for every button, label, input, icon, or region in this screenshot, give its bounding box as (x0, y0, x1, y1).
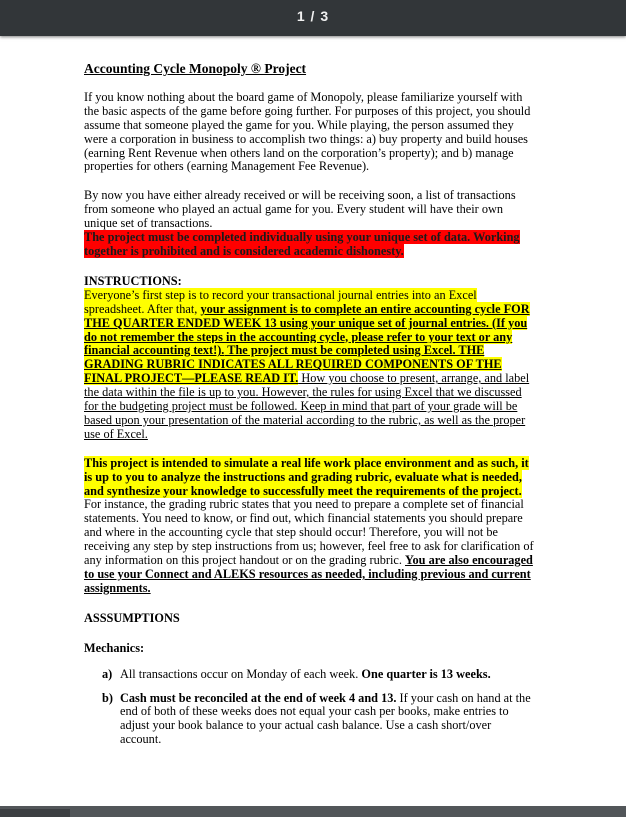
resources-note: You are also encouraged to use your Connect and ALEKS resources as needed, including previous and current assignments. (84, 553, 533, 595)
assumptions-heading: ASSSUMPTIONS (84, 610, 180, 625)
intro-paragraph: If you know nothing about the board game of Monopoly, please familiarize yourself with the basic aspects of the game before going further. For purposes of this project, you should assume that someone played the game for you. While playing, the person assumed they were a corporation in business to accomplish two things: a) buy property and build houses (earning Rent Revenue when others land on the corporation’s property); and b) manage properties for others (earning Management Fee Revenue). (84, 89, 531, 174)
page-indicator: 1 / 3 (296, 8, 330, 24)
document-page (0, 36, 626, 806)
instructions-heading: INSTRUCTIONS: (84, 273, 182, 288)
assumptions-list (84, 668, 534, 748)
transactions-paragraph: By now you have either already received or will be receiving soon, a list of transactions from someone who played an actual game for you. Every student will have their own unique set of transactions. (84, 188, 516, 231)
document-title: Accounting Cycle Monopoly ® Project (84, 61, 307, 76)
instr-first-step: Everyone’s first step is to record your transactional journal entries into an Excel spreadsheet. After that, (84, 287, 477, 316)
horizontal-scrollbar[interactable] (0, 806, 626, 817)
dishonesty-warning: The project must be completed individually using your unique set of data. Working together is prohibited and is considered academic dishonesty. (84, 230, 520, 258)
simulation-paragraph (84, 457, 534, 596)
instr-excel-rubric: The project must be completed using Excel. THE GRADING RUBRIC INDICATES ALL REQUIRED COMPONENTS OF THE FINAL PROJECT—PLEASE READ IT. (84, 343, 502, 386)
instr-assignment: your assignment is to complete an entire accounting cycle FOR THE QUARTER ENDED WEEK 13 using your unique set of journal entries. (84, 301, 530, 330)
warning-paragraph (84, 231, 534, 259)
instr-accounting-cycle-note: (If you do not remember the steps in the accounting cycle, please refer to your text or any financial accounting text!). (84, 315, 528, 358)
simulation-highlight: This project is intended to simulate a real life work place environment and as such, it is up to you to analyze the instructions and grading rubric, evaluate what is needed, and synthesize your knowledge to successfully meet the requirements of the project. (84, 455, 529, 498)
scrollbar-thumb[interactable] (0, 809, 70, 817)
page-content (84, 62, 534, 757)
mechanics-heading: Mechanics: (84, 640, 145, 655)
instr-presentation: How you choose to present, arrange, and label the data within the file is up to you. However, the rules for using Excel that we discussed for the budgeting project must be followed. Keep in mind that part of your grade will be based upon your presentation of the material according to the rubric, as well as the proper use of Excel. (84, 371, 530, 441)
simulation-body: For instance, the grading rubric states that you need to prepare a complete set of financial statements. You need to know, or find out, which financial statements you should prepare and where in the accounting cycle that step should occur! Therefore, you will not be receiving any step by step instructions from us; however, feel free to ask for clarification of any information on this project handout or on the grading rubric. (84, 497, 534, 568)
viewer-toolbar (0, 0, 626, 36)
list-item: b) Cash must be reconciled at the end of week 4 and 13. If your cash on hand at the end of both of these weeks does not equal your cash per books, make entries to adjust your book balance to your actual cash balance. Use a cash short/over account. (102, 690, 531, 747)
instructions-paragraph (84, 289, 534, 442)
list-item: a) All transactions occur on Monday of each week. One quarter is 13 weeks. (102, 666, 491, 681)
